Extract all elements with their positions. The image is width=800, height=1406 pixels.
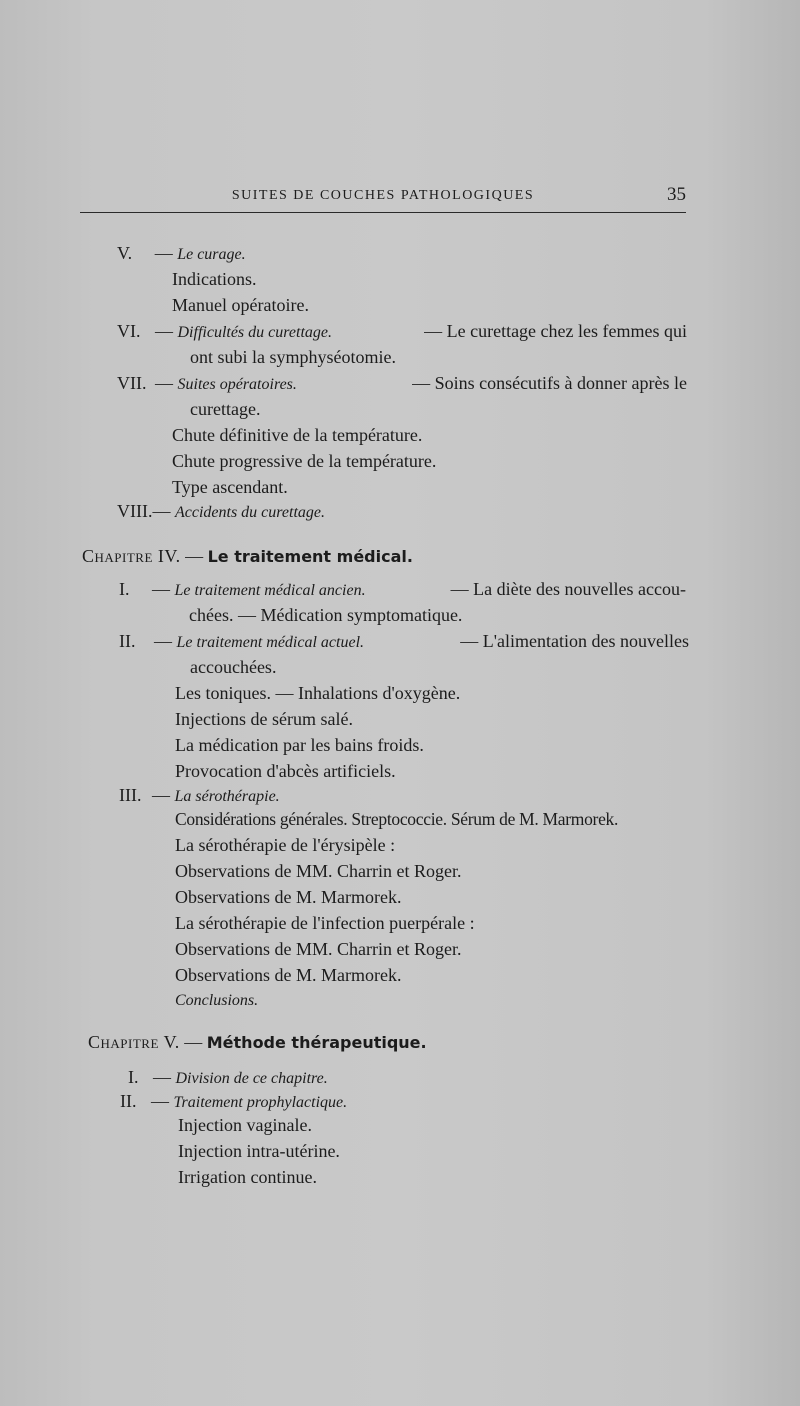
list-item: Indications. — [172, 269, 257, 289]
section-text: — Le curettage chez les femmes qui — [424, 321, 687, 341]
running-title: SUITES DE COUCHES PATHOLOGIQUES — [231, 188, 535, 203]
section-text: — L'alimentation des nouvelles — [460, 631, 689, 651]
section-title: Accidents du curettage. — [174, 504, 326, 521]
section-dash: — — [152, 579, 170, 599]
list-item: Irrigation continue. — [178, 1167, 317, 1187]
section-vi — [117, 320, 687, 344]
section-number: II. — [119, 631, 136, 651]
chapter-title: Méthode thérapeutique. — [206, 1033, 427, 1052]
list-item: Chute définitive de la température. — [172, 425, 423, 445]
section-title: Difficultés du curettage. — [177, 324, 332, 341]
section-i — [128, 1066, 328, 1090]
section-title: Traitement prophylactique. — [173, 1094, 348, 1111]
section-text: chées. — Médication symptomatique. — [189, 605, 463, 625]
section-title: La sérothérapie. — [174, 788, 280, 805]
section-number: III. — [119, 785, 142, 805]
section-text: — La diète des nouvelles accou- — [450, 579, 686, 599]
section-number: II. — [120, 1091, 137, 1111]
chapter-title: Le traitement médical. — [207, 547, 413, 566]
list-item-conclusions — [175, 988, 258, 1012]
section-v — [117, 242, 246, 266]
list-item: Observations de MM. Charrin et Roger. — [175, 861, 462, 881]
chapter-label: Chapitre IV. — [82, 546, 181, 566]
section-text: curettage. — [190, 399, 261, 419]
list-item: Observations de M. Marmorek. — [175, 965, 402, 985]
section-dash: — — [155, 373, 173, 393]
section-number: I. — [128, 1067, 139, 1087]
list-item: Chute progressive de la température. — [172, 451, 437, 471]
chapter-iv-heading — [82, 546, 413, 567]
section-text: — Soins consécutifs à donner après le — [412, 373, 687, 393]
section-iii — [119, 784, 280, 808]
section-ii — [119, 630, 689, 654]
section-number: VIII. — [117, 501, 153, 521]
section-number: VII. — [117, 373, 147, 393]
section-i — [119, 578, 686, 602]
list-item: La sérothérapie de l'érysipèle : — [175, 835, 396, 855]
list-item: Injections de sérum salé. — [175, 709, 353, 729]
section-text: ont subi la symphyséotomie. — [190, 347, 396, 367]
section-viii — [117, 500, 325, 524]
chapter-dash: — — [184, 1032, 203, 1052]
section-title: Le curage. — [177, 246, 246, 263]
list-item: Observations de M. Marmorek. — [175, 887, 402, 907]
section-text: accouchées. — [190, 657, 277, 677]
list-item: Provocation d'abcès artificiels. — [175, 761, 396, 781]
section-dash: — — [154, 631, 172, 651]
page-number: 35 — [667, 184, 686, 205]
list-item: La médication par les bains froids. — [175, 735, 424, 755]
section-title: Le traitement médical actuel. — [176, 634, 365, 651]
section-number: V. — [117, 243, 133, 263]
list-item: Injection intra-utérine. — [178, 1141, 340, 1161]
list-item: La sérothérapie de l'infection puerpérale : — [175, 913, 475, 933]
section-dash: — — [155, 321, 173, 341]
conclusions-label: Conclusions. — [175, 992, 259, 1009]
list-item: Manuel opératoire. — [172, 295, 309, 315]
section-title: Le traitement médical ancien. — [174, 582, 366, 599]
list-item: Observations de MM. Charrin et Roger. — [175, 939, 462, 959]
chapter-label: Chapitre V. — [88, 1032, 180, 1052]
section-dash: — — [152, 501, 171, 521]
chapter-v-heading — [88, 1032, 427, 1053]
section-title: Suites opératoires. — [177, 376, 297, 393]
section-number: VI. — [117, 321, 141, 341]
section-number: I. — [119, 579, 130, 599]
section-dash: — — [151, 1091, 169, 1111]
section-dash: — — [151, 785, 170, 805]
list-item: Les toniques. — Inhalations d'oxygène. — [175, 683, 461, 703]
section-ii — [120, 1090, 347, 1114]
section-vii — [117, 372, 687, 396]
section-title: Division de ce chapitre. — [175, 1070, 328, 1087]
page-header — [80, 182, 686, 213]
list-item: Injection vaginale. — [178, 1115, 312, 1135]
chapter-dash: — — [185, 546, 204, 566]
section-dash: — — [154, 243, 173, 263]
list-item: Considérations générales. Streptococcie. Sérum de M. Marmorek. — [175, 809, 619, 829]
list-item: Type ascendant. — [172, 477, 288, 497]
section-dash: — — [153, 1067, 171, 1087]
